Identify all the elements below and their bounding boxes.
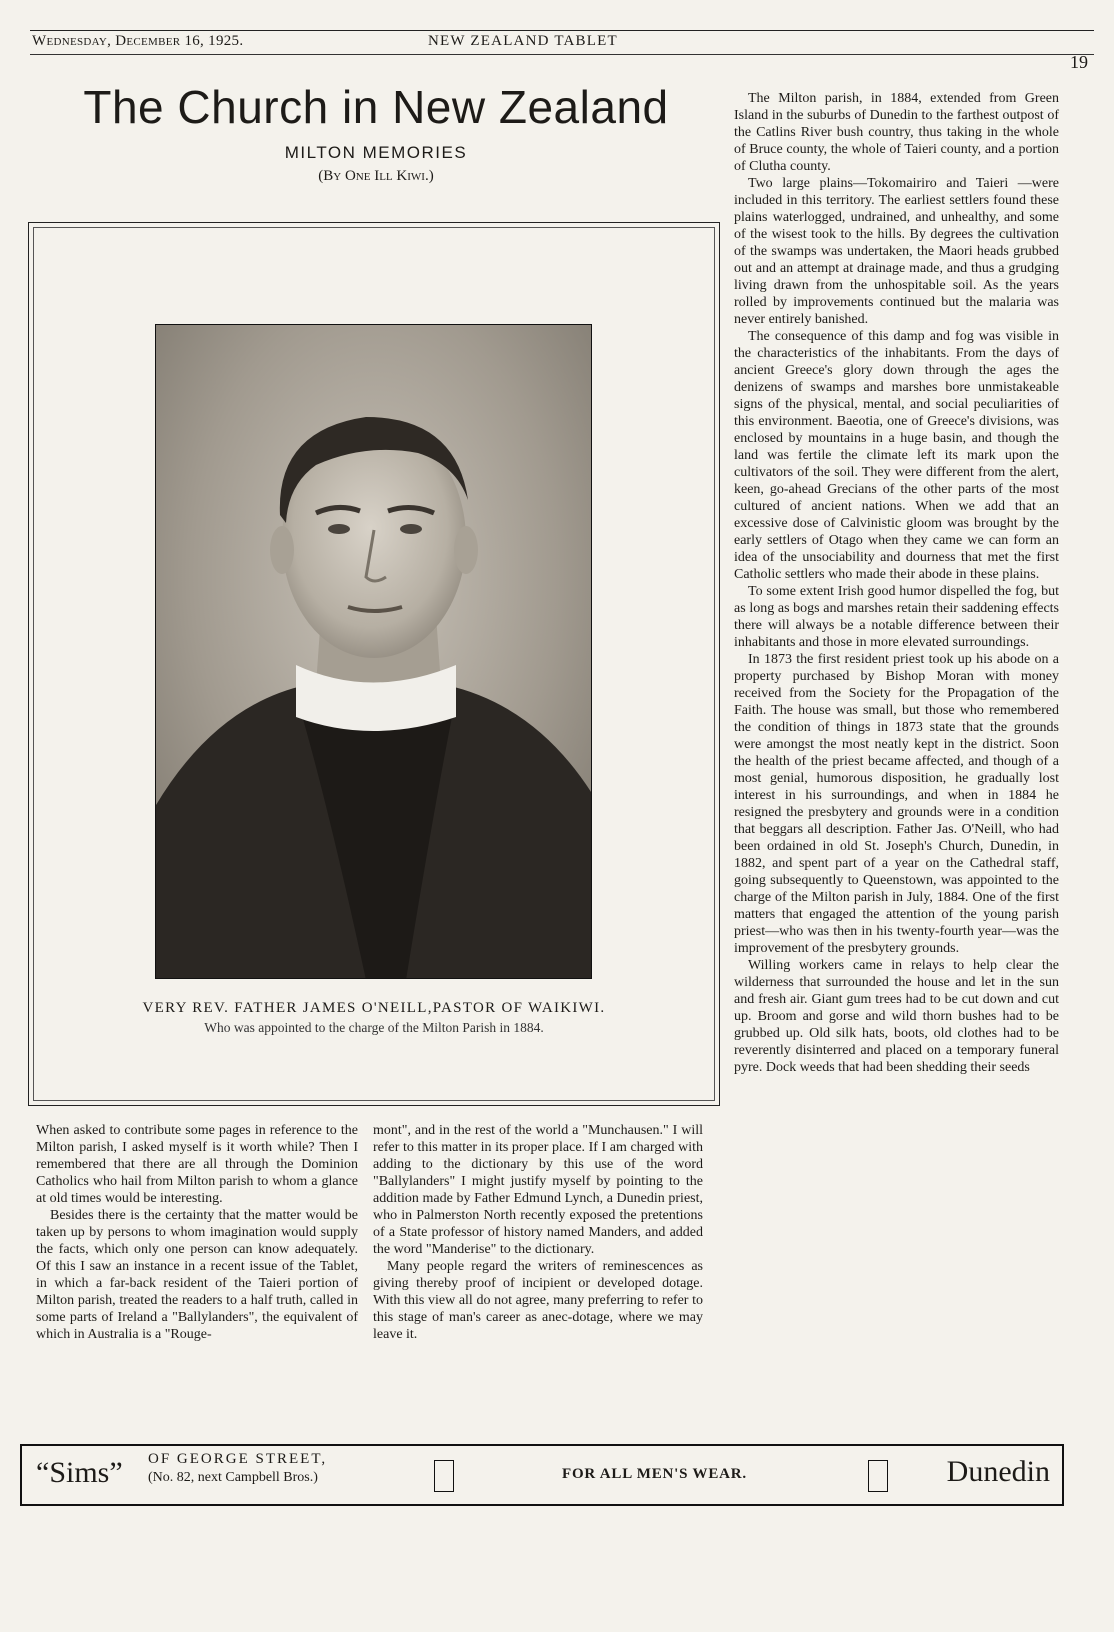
advert-street: OF GEORGE STREET, xyxy=(148,1451,328,1467)
paragraph: Two large plains—Tokomairiro and Taieri —were included in this territory. The earliest settlers found these plains waterlogged, undrained, and unhealthy, and some of the wisest took to the hills. By degrees the cultivation of the swamps was undertaken, the Maori heads grubbed out and an attempt at drainage made, and thus a grudging living drawn from the unhospitable soil. As the years rolled by improvements continued but the malaria was never entirely banished. xyxy=(734,176,1059,327)
advert-slogan: FOR ALL MEN'S WEAR. xyxy=(562,1466,747,1482)
article-column-2 xyxy=(373,1122,703,1343)
advert-city: Dunedin xyxy=(946,1455,1050,1488)
advert-brand: “Sims” xyxy=(36,1456,123,1489)
paragraph: Willing workers came in relays to help clear the wilderness that surrounded the house and let in the sun and fresh air. Giant gum trees had to be cut down and cut up. Broom and gorse and wild thorn bushes had to be grubbed up. Old silk hats, boots, old clothes had to be reverently disinterred and placed on a temporary funeral pyre. Dock weeds that had been shedding their seeds xyxy=(734,958,1059,1075)
portrait-photo xyxy=(155,324,592,979)
paragraph: In 1873 the first resident priest took up his abode on a property purchased by Bishop Moran with money received from the Society for the Propagation of the Faith. The house was small, but those who remembered the condition of things in 1873 state that the grounds were amongst the most neatly kept in the district. Soon the health of the priest became affected, and though of a most genial, humorous disposition, he gradually lost interest in his surroundings, and when in 1884 he resigned the presbytery and grounds were in a condition that beggars all description. Father Jas. O'Neill, who had been ordained in old St. Joseph's Church, Dunedin, in 1882, and spent part of a year on the Cathedral staff, going subsequently to Queenstown, was appointed to the charge of the Milton parish in July, 1884. One of the first matters that engaged the attention of the young parish priest—who was then in his twenty-fourth year—was the improvement of the presbytery grounds. xyxy=(734,652,1059,956)
paragraph: To some extent Irish good humor dispelled the fog, but as long as bogs and marshes retain their saddening effects there will always be a notable difference between their inhabitants and those in more elevated surroundings. xyxy=(734,584,1059,650)
issue-date: Wednesday, December 16, 1925. xyxy=(32,33,244,49)
paragraph: When asked to contribute some pages in reference to the Milton parish, I asked myself is it worth while? Then I remembered that there are all through the Dominion Catholics who hail from Milton parish to whom a glance at old times would be interesting. xyxy=(36,1123,358,1206)
photo-caption-sub: Who was appointed to the charge of the Milton Parish in 1884. xyxy=(204,1020,544,1035)
advert-box-ornament xyxy=(868,1460,888,1492)
article-byline: (By One Ill Kiwi.) xyxy=(318,168,434,184)
article-column-3 xyxy=(734,90,1059,1076)
article-headline: The Church in New Zealand xyxy=(83,81,669,133)
paragraph: The consequence of this damp and fog was visible in the characteristics of the inhabitants. From the days of ancient Greece's glory down through the ages the denizens of swamps and marshes bore unmistakeable signs of the physical, mental, and social peculiarities of this environment. Baeotia, one of Greece's divisions, was enclosed by mountains in a huge basin, and though the land was fertile the climate left its mark upon the cultivators of the soil. They were different from the alert, keen, go-ahead Grecians of the other parts of the most cultured of ancient nations. When we add that an excessive dose of Calvinistic gloom was brought by the early settlers of Otago when they came we can form an idea of the unsociability and dourness that met the first Catholic settlers who made their abode in these plains. xyxy=(734,329,1059,582)
advert-box-ornament xyxy=(434,1460,454,1492)
paper-title: NEW ZEALAND TABLET xyxy=(428,33,618,49)
article-subhead: MILTON MEMORIES xyxy=(284,143,468,162)
paragraph: Many people regard the writers of reminescences as giving thereby proof of incipient or developed dotage. With this view all do not agree, many preferring to refer to this stage of man's career as anec-dotage, where we may leave it. xyxy=(373,1259,703,1342)
photo-caption: VERY REV. FATHER JAMES O'NEILL,PASTOR OF WAIKIWI. xyxy=(142,1000,606,1016)
advert-address: (No. 82, next Campbell Bros.) xyxy=(148,1470,318,1485)
paragraph: Besides there is the certainty that the matter would be taken up by persons to whom imagination would supply the facts, which only one person can know adequately. Of this I saw an instance in a recent issue of the Tablet, in which a far-back resident of the Taieri portion of Milton parish, treated the readers to a half truth, called in some parts of Ireland a "Ballylanders", the equivalent of which in Australia is a "Rouge- xyxy=(36,1208,358,1342)
masthead-rule xyxy=(30,30,1094,31)
masthead-rule-lower xyxy=(30,54,1094,55)
article-column-1 xyxy=(36,1122,358,1343)
advertisement-banner xyxy=(20,1444,1064,1506)
portrait-illustration xyxy=(156,325,592,979)
paragraph: The Milton parish, in 1884, extended from Green Island in the suburbs of Dunedin to the farthest outpost of the Catlins River bush country, thus taking in the whole of Bruce county, the whole of Taieri county, and a portion of Clutha county. xyxy=(734,91,1059,174)
paragraph: mont", and in the rest of the world a "Munchausen." I will refer to this matter in its proper place. If I am charged with adding to the dictionary by this use of the word "Ballylanders" I might justify myself by pointing to the addition made by Father Edmund Lynch, a Dunedin priest, who in Palmerston North recently exposed the pretentions of a State professor of history named Manders, and added the word "Manderise" to the dictionary. xyxy=(373,1123,703,1257)
page-number: 19 xyxy=(1070,52,1088,72)
